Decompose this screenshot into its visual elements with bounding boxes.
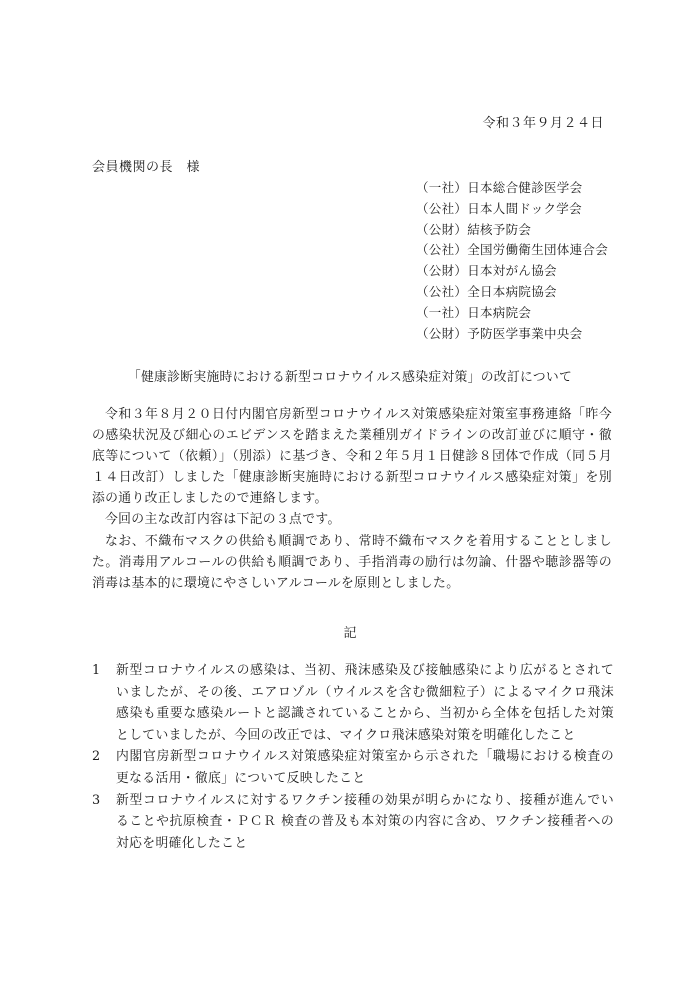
body-paragraph: 今回の主な改訂内容は下記の３点です。 xyxy=(105,512,341,528)
body-paragraph: なお、不織布マスクの供給も順調であり、常時不織布マスクを着用することとしました。消毒用アルコールの供給も順調であり、手指消毒の励行は勿論、什器や聴診器等の消毒は基本的に環境にやさしいアルコールを原則としました。 xyxy=(92,533,612,591)
sender-organization: （公財）日本対がん協会 xyxy=(416,263,557,279)
revision-item-list xyxy=(92,660,614,854)
ki-heading: 記 xyxy=(343,626,357,641)
sender-organization: （一社）日本総合健診医学会 xyxy=(416,180,583,195)
sender-organization: （公社）全国労働衛生団体連合会 xyxy=(416,242,609,258)
item-number: 1 xyxy=(92,663,101,678)
item-text: 新型コロナウイルスに対するワクチン接種の効果が明らかになり、接種が進んでいることや抗原検査・ＰＣＲ 検査の普及も本対策の内容に含め、ワクチン接種者への対応を明確化したこと xyxy=(116,792,614,851)
item-number: 2 xyxy=(92,749,101,765)
item-text: 新型コロナウイルスの感染は、当初、飛沫感染及び接触感染により広がるとされていましたが、その後、エアロゾル（ウイルスを含む微細粒子）によるマイクロ飛沫感染も重要な感染ルートと認識されていることから、当初から全体を包括した対策としていましたが、今回の改正では、マイクロ飛沫感染対策を明確化したこと xyxy=(116,663,614,743)
body-paragraph: 令和３年８月２０日付内閣官房新型コロナウイルス対策感染症対策室事務連絡「昨今の感染状況及び細心のエビデンスを踏まえた業種別ガイドラインの改訂並びに順守・徹底等について（依頼）」（別添）に基づき、令和２年５月１日健診８団体で作成（同５月１４日改訂）しました「健康診断実施時における新型コロナウイルス感染症対策」を別添の通り改正しましたので連絡します。 xyxy=(92,407,612,507)
addressee: 会員機関の長 様 xyxy=(92,160,201,175)
item-text: 内閣官房新型コロナウイルス対策感染症対策室から示された「職場における検査の更なる活用・徹底」について反映したこと xyxy=(116,749,614,786)
sender-organization: （公財）結核予防会 xyxy=(416,221,532,237)
revision-item xyxy=(92,746,614,789)
sender-organization: （公財）予防医学事業中央会 xyxy=(416,325,583,341)
document-date: 令和３年９月２４日 xyxy=(482,116,604,131)
sender-organization: （一社）日本病院会 xyxy=(416,304,532,320)
sender-list xyxy=(416,178,608,344)
document-subject: 「健康診断実施時における新型コロナウイルス感染症対策」の改訂について xyxy=(127,370,573,385)
revision-item xyxy=(92,790,614,855)
item-number: 3 xyxy=(92,792,101,808)
revision-item xyxy=(92,660,614,746)
sender-organization: （公社）日本人間ドック学会 xyxy=(416,200,582,216)
document-body xyxy=(92,404,612,594)
sender-organization: （公社）全日本病院協会 xyxy=(416,283,557,299)
